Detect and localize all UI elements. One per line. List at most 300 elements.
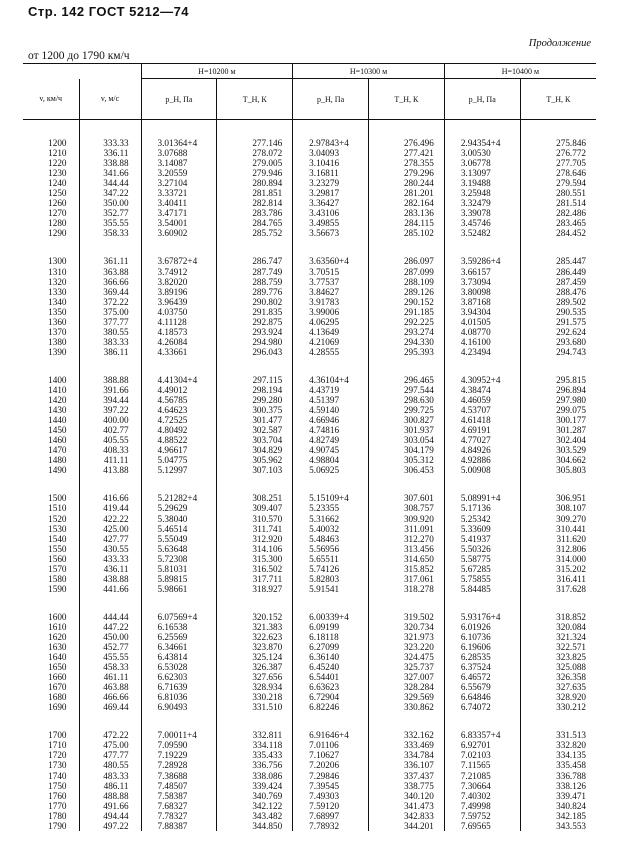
cell-p1: 4.56785 [141,395,217,405]
cell-p1: 3.20559 [141,168,217,178]
table-row [23,375,596,385]
cell-t1: 293.924 [217,327,293,337]
cell-p1: 6.25569 [141,632,217,642]
cell-t2: 292.225 [368,317,444,327]
cell-v-kmh: 1750 [48,780,67,791]
cell-v-ms: 480.55 [79,760,141,770]
cell-p1: 6.53028 [141,662,217,672]
cell-t1: 344.850 [217,821,293,831]
cell-p1: 3.47171 [141,208,217,218]
cell-v-kmh: 1250 [48,188,67,199]
cell-p3: 4.69191 [444,425,520,435]
cell-v-kmh: 1230 [48,168,67,179]
cell-t3: 276.772 [520,148,596,158]
group-gap [23,238,596,256]
table-row [23,544,596,554]
cell-t3: 318.852 [520,612,596,622]
cell-v-kmh: 1630 [48,642,67,653]
cell-t3: 292.624 [520,327,596,337]
cell-p3: 3.66157 [444,267,520,277]
cell-v-kmh: 1350 [48,306,67,317]
cell-v-kmh: 1200 [48,138,67,148]
cell-p2: 6.09199 [293,622,369,632]
cell-v-kmh: 1710 [48,740,67,751]
cell-v-ms: 361.11 [79,256,141,266]
cell-t2: 284.115 [368,218,444,228]
cell-p1: 7.28928 [141,760,217,770]
cell-p1: 5.46514 [141,524,217,534]
table-row [23,524,596,534]
cell-t2: 312.270 [368,534,444,544]
range-label: от 1200 до 1790 км/ч [28,50,130,62]
table-row [23,267,596,277]
cell-t1: 279.005 [217,158,293,168]
cell-p2: 4.90745 [293,445,369,455]
cell-v-ms: 372.22 [79,297,141,307]
cell-p1: 7.48507 [141,781,217,791]
cell-p2: 5.15109+4 [293,493,369,503]
cell-p3: 5.25342 [444,514,520,524]
cell-t3: 300.177 [520,415,596,425]
col-header-t2: T_H, К [368,79,444,120]
cell-p3: 5.41937 [444,534,520,544]
group-header-2: H=10300 м [293,64,445,79]
cell-p1: 6.43814 [141,652,217,662]
col-header-p1: p_H, Па [141,79,217,120]
cell-v-kmh: 1370 [48,326,67,337]
cell-t3: 322.571 [520,642,596,652]
cell-v-kmh: 1590 [48,583,67,594]
cell-t2: 281.201 [368,188,444,198]
cell-t2: 323.220 [368,642,444,652]
cell-p1: 7.88387 [141,821,217,831]
table-row [23,405,596,415]
cell-t1: 283.786 [217,208,293,218]
table-row [23,337,596,347]
cell-t3: 323.825 [520,652,596,662]
cell-p2: 3.70515 [293,267,369,277]
cell-t1: 299.280 [217,395,293,405]
cell-p1: 3.89196 [141,287,217,297]
table-row [23,178,596,188]
cell-p3: 3.59286+4 [444,256,520,266]
cell-t2: 303.054 [368,435,444,445]
cell-t3: 297.980 [520,395,596,405]
cell-v-ms: 352.77 [79,208,141,218]
cell-v-ms: 491.66 [79,801,141,811]
cell-t3: 277.705 [520,158,596,168]
cell-t3: 328.920 [520,692,596,702]
cell-t2: 278.355 [368,158,444,168]
cell-t1: 320.152 [217,612,293,622]
cell-p2: 6.54401 [293,672,369,682]
cell-v-kmh: 1430 [48,405,67,416]
cell-t3: 288.476 [520,287,596,297]
cell-p3: 7.69565 [444,821,520,831]
cell-t3: 284.452 [520,228,596,238]
cell-p3: 5.58775 [444,554,520,564]
cell-t3: 301.287 [520,425,596,435]
cell-p1: 5.98661 [141,584,217,594]
table-row [23,218,596,228]
cell-v-ms: 369.44 [79,287,141,297]
cell-p3: 4.23494 [444,347,520,357]
cell-t3: 290.535 [520,307,596,317]
cell-v-kmh: 1290 [48,228,67,239]
cell-t3: 326.358 [520,672,596,682]
cell-p2: 3.16811 [293,168,369,178]
cell-v-ms: 350.00 [79,198,141,208]
table-row [23,198,596,208]
cell-t1: 318.927 [217,584,293,594]
cell-v-kmh: 1660 [48,672,67,683]
cell-p1: 7.58387 [141,791,217,801]
cell-t1: 278.072 [217,148,293,158]
cell-p2: 4.98804 [293,455,369,465]
cell-t2: 306.453 [368,465,444,475]
cell-v-kmh: 1790 [48,820,67,831]
cell-p2: 7.49303 [293,791,369,801]
cell-p2: 4.74816 [293,425,369,435]
table-row [23,307,596,317]
cell-v-ms: 397.22 [79,405,141,415]
cell-p1: 3.27104 [141,178,217,188]
cell-v-ms: 472.22 [79,730,141,740]
cell-v-ms: 338.88 [79,158,141,168]
cell-p2: 7.20206 [293,760,369,770]
cell-p1: 4.26084 [141,337,217,347]
cell-t3: 332.820 [520,740,596,750]
cell-v-kmh: 1330 [48,286,67,297]
table-row [23,730,596,740]
cell-t1: 303.704 [217,435,293,445]
table-row [23,652,596,662]
cell-t2: 332.162 [368,730,444,740]
cell-p2: 4.21069 [293,337,369,347]
cell-p2: 5.40032 [293,524,369,534]
cell-t3: 342.185 [520,811,596,821]
cell-t2: 295.393 [368,347,444,357]
cell-v-ms: 494.44 [79,811,141,821]
table-row [23,642,596,652]
cell-p1: 4.41304+4 [141,375,217,385]
cell-t2: 333.469 [368,740,444,750]
cell-t2: 336.107 [368,760,444,770]
cell-p3: 7.30664 [444,781,520,791]
cell-t3: 317.628 [520,584,596,594]
cell-p3: 2.94354+4 [444,138,520,148]
cell-t1: 314.106 [217,544,293,554]
cell-p1: 5.38040 [141,514,217,524]
cell-t2: 315.852 [368,564,444,574]
cell-v-kmh: 1730 [48,760,67,771]
cell-v-kmh: 1410 [48,384,67,395]
cell-v-kmh: 1340 [48,296,67,307]
table-row [23,503,596,513]
cell-v-ms: 427.77 [79,534,141,544]
cell-t1: 309.407 [217,503,293,513]
cell-t2: 294.330 [368,337,444,347]
cell-p2: 3.56673 [293,228,369,238]
cell-t1: 340.769 [217,791,293,801]
cell-v-ms: 344.44 [79,178,141,188]
cell-p2: 7.68997 [293,811,369,821]
cell-p1: 5.89815 [141,574,217,584]
cell-v-kmh: 1760 [48,790,67,801]
cell-t2: 301.937 [368,425,444,435]
cell-p2: 7.29846 [293,771,369,781]
cell-t2: 297.544 [368,385,444,395]
cell-p1: 3.33721 [141,188,217,198]
atmosphere-table [23,63,596,831]
cell-p2: 4.59140 [293,405,369,415]
cell-v-ms: 377.77 [79,317,141,327]
cell-t1: 336.756 [217,760,293,770]
cell-t1: 288.759 [217,277,293,287]
cell-v-ms: 447.22 [79,622,141,632]
table-row [23,347,596,357]
cell-v-kmh: 1360 [48,316,67,327]
col-header-t1: T_H, К [217,79,293,120]
cell-t3: 275.846 [520,138,596,148]
cell-t3: 339.471 [520,791,596,801]
table-row [23,760,596,770]
cell-v-kmh: 1690 [48,702,67,713]
cell-v-kmh: 1640 [48,652,67,663]
cell-t1: 328.934 [217,682,293,692]
cell-v-ms: 463.88 [79,682,141,692]
table-row [23,168,596,178]
cell-p1: 6.81036 [141,692,217,702]
cell-p1: 4.88522 [141,435,217,445]
cell-p1: 6.07569+4 [141,612,217,622]
cell-t3: 327.635 [520,682,596,692]
cell-p3: 3.52482 [444,228,520,238]
cell-t2: 291.185 [368,307,444,317]
cell-t1: 281.851 [217,188,293,198]
cell-t2: 304.179 [368,445,444,455]
cell-p3: 6.64846 [444,692,520,702]
cell-t2: 320.734 [368,622,444,632]
cell-t3: 305.803 [520,465,596,475]
cell-v-ms: 380.55 [79,327,141,337]
cell-t2: 325.737 [368,662,444,672]
cell-t2: 300.827 [368,415,444,425]
cell-p3: 5.50326 [444,544,520,554]
cell-v-kmh: 1620 [48,631,67,642]
group-gap [23,712,596,730]
cell-p3: 3.45746 [444,218,520,228]
cell-t1: 292.875 [217,317,293,327]
table-row [23,632,596,642]
cell-p1: 5.72308 [141,554,217,564]
cell-v-ms: 483.33 [79,771,141,781]
cell-v-ms: 486.11 [79,781,141,791]
cell-t3: 280.551 [520,188,596,198]
cell-t2: 317.061 [368,574,444,584]
cell-v-ms: 416.66 [79,493,141,503]
cell-t2: 289.126 [368,287,444,297]
col-header-p2: p_H, Па [293,79,369,120]
table-row [23,435,596,445]
cell-t2: 276.496 [368,138,444,148]
table-row [23,811,596,821]
cell-p1: 3.54001 [141,218,217,228]
cell-t2: 328.284 [368,682,444,692]
table-row [23,564,596,574]
cell-p1: 6.90493 [141,702,217,712]
cell-t2: 338.775 [368,781,444,791]
cell-p1: 6.71639 [141,682,217,692]
cell-p2: 6.82246 [293,702,369,712]
cell-v-kmh: 1450 [48,425,67,436]
cell-v-ms: 375.00 [79,307,141,317]
cell-t3: 343.553 [520,821,596,831]
cell-v-kmh: 1490 [48,465,67,476]
cell-p3: 6.19606 [444,642,520,652]
cell-v-kmh: 1610 [48,621,67,632]
cell-v-kmh: 1380 [48,336,67,347]
cell-v-kmh: 1240 [48,178,67,189]
cell-v-kmh: 1570 [48,563,67,574]
cell-t2: 340.120 [368,791,444,801]
cell-v-ms: 475.00 [79,740,141,750]
table-row [23,554,596,564]
cell-t2: 309.920 [368,514,444,524]
cell-t2: 314.650 [368,554,444,564]
cell-t1: 287.749 [217,267,293,277]
cell-p2: 3.04093 [293,148,369,158]
cell-p1: 4.96617 [141,445,217,455]
cell-p2: 7.10627 [293,750,369,760]
table-row [23,425,596,435]
cell-p1: 5.04775 [141,455,217,465]
cell-t2: 327.007 [368,672,444,682]
cell-p2: 5.82803 [293,574,369,584]
cell-t1: 305.962 [217,455,293,465]
cell-p3: 5.67285 [444,564,520,574]
cell-p2: 2.97843+4 [293,138,369,148]
cell-t2: 305.312 [368,455,444,465]
cell-t2: 319.502 [368,612,444,622]
cell-t3: 286.449 [520,267,596,277]
cell-p1: 3.67872+4 [141,256,217,266]
table-row [23,297,596,307]
table-row [23,415,596,425]
table-row [23,682,596,692]
cell-v-ms: 411.11 [79,455,141,465]
cell-p1: 7.68327 [141,801,217,811]
cell-t3: 331.513 [520,730,596,740]
table-row [23,801,596,811]
cell-v-kmh: 1270 [48,208,67,219]
table-body [23,120,596,831]
cell-p1: 5.21282+4 [141,493,217,503]
cell-v-ms: 433.33 [79,554,141,564]
table-row [23,750,596,760]
cell-v-kmh: 1500 [48,493,67,504]
cell-t2: 286.097 [368,256,444,266]
cell-p2: 3.84627 [293,287,369,297]
cell-p3: 5.00908 [444,465,520,475]
cell-p3: 3.73094 [444,277,520,287]
cell-t2: 311.091 [368,524,444,534]
cell-p3: 3.19488 [444,178,520,188]
cell-t1: 343.482 [217,811,293,821]
group-gap [23,475,596,493]
table-row [23,317,596,327]
cell-p2: 4.28555 [293,347,369,357]
cell-t3: 335.458 [520,760,596,770]
table-row [23,662,596,672]
cell-v-kmh: 1560 [48,553,67,564]
cell-t2: 299.725 [368,405,444,415]
cell-p3: 3.80098 [444,287,520,297]
cell-v-kmh: 1480 [48,455,67,466]
cell-p2: 5.31662 [293,514,369,524]
cell-p2: 6.72904 [293,692,369,702]
cell-p3: 5.75855 [444,574,520,584]
cell-v-ms: 394.44 [79,395,141,405]
cell-p2: 4.36104+4 [293,375,369,385]
cell-p1: 5.63648 [141,544,217,554]
cell-p2: 4.82749 [293,435,369,445]
cell-t2: 334.784 [368,750,444,760]
cell-t3: 316.411 [520,574,596,584]
cell-v-kmh: 1680 [48,692,67,703]
cell-t3: 325.088 [520,662,596,672]
cell-p1: 6.16538 [141,622,217,632]
cell-t1: 302.587 [217,425,293,435]
cell-v-ms: 391.66 [79,385,141,395]
cell-t1: 294.980 [217,337,293,347]
cell-t1: 308.251 [217,493,293,503]
cell-t2: 285.102 [368,228,444,238]
cell-t3: 293.680 [520,337,596,347]
cell-v-kmh: 1580 [48,573,67,584]
cell-v-kmh: 1650 [48,662,67,673]
cell-v-ms: 458.33 [79,662,141,672]
cell-v-kmh: 1390 [48,346,67,357]
cell-p2: 3.77537 [293,277,369,287]
cell-t2: 330.862 [368,702,444,712]
cell-t3: 296.894 [520,385,596,395]
cell-p2: 3.91783 [293,297,369,307]
cell-t1: 317.711 [217,574,293,584]
cell-p3: 4.53707 [444,405,520,415]
cell-p2: 3.23279 [293,178,369,188]
cell-p3: 4.61418 [444,415,520,425]
cell-p3: 4.30952+4 [444,375,520,385]
cell-p2: 6.36140 [293,652,369,662]
cell-v-ms: 402.77 [79,425,141,435]
cell-p3: 3.00530 [444,148,520,158]
cell-v-kmh: 1440 [48,415,67,426]
cell-t3: 309.270 [520,514,596,524]
cell-p3: 7.49998 [444,801,520,811]
col-header-p3: p_H, Па [444,79,520,120]
cell-p1: 4.18573 [141,327,217,337]
cell-v-kmh: 1780 [48,810,67,821]
cell-p2: 6.18118 [293,632,369,642]
cell-t2: 329.569 [368,692,444,702]
cell-p3: 3.87168 [444,297,520,307]
cell-v-ms: 425.00 [79,524,141,534]
cell-t2: 290.152 [368,297,444,307]
cell-t2: 283.136 [368,208,444,218]
col-header-v-ms: v, м/с [79,79,141,120]
cell-v-ms: 430.55 [79,544,141,554]
